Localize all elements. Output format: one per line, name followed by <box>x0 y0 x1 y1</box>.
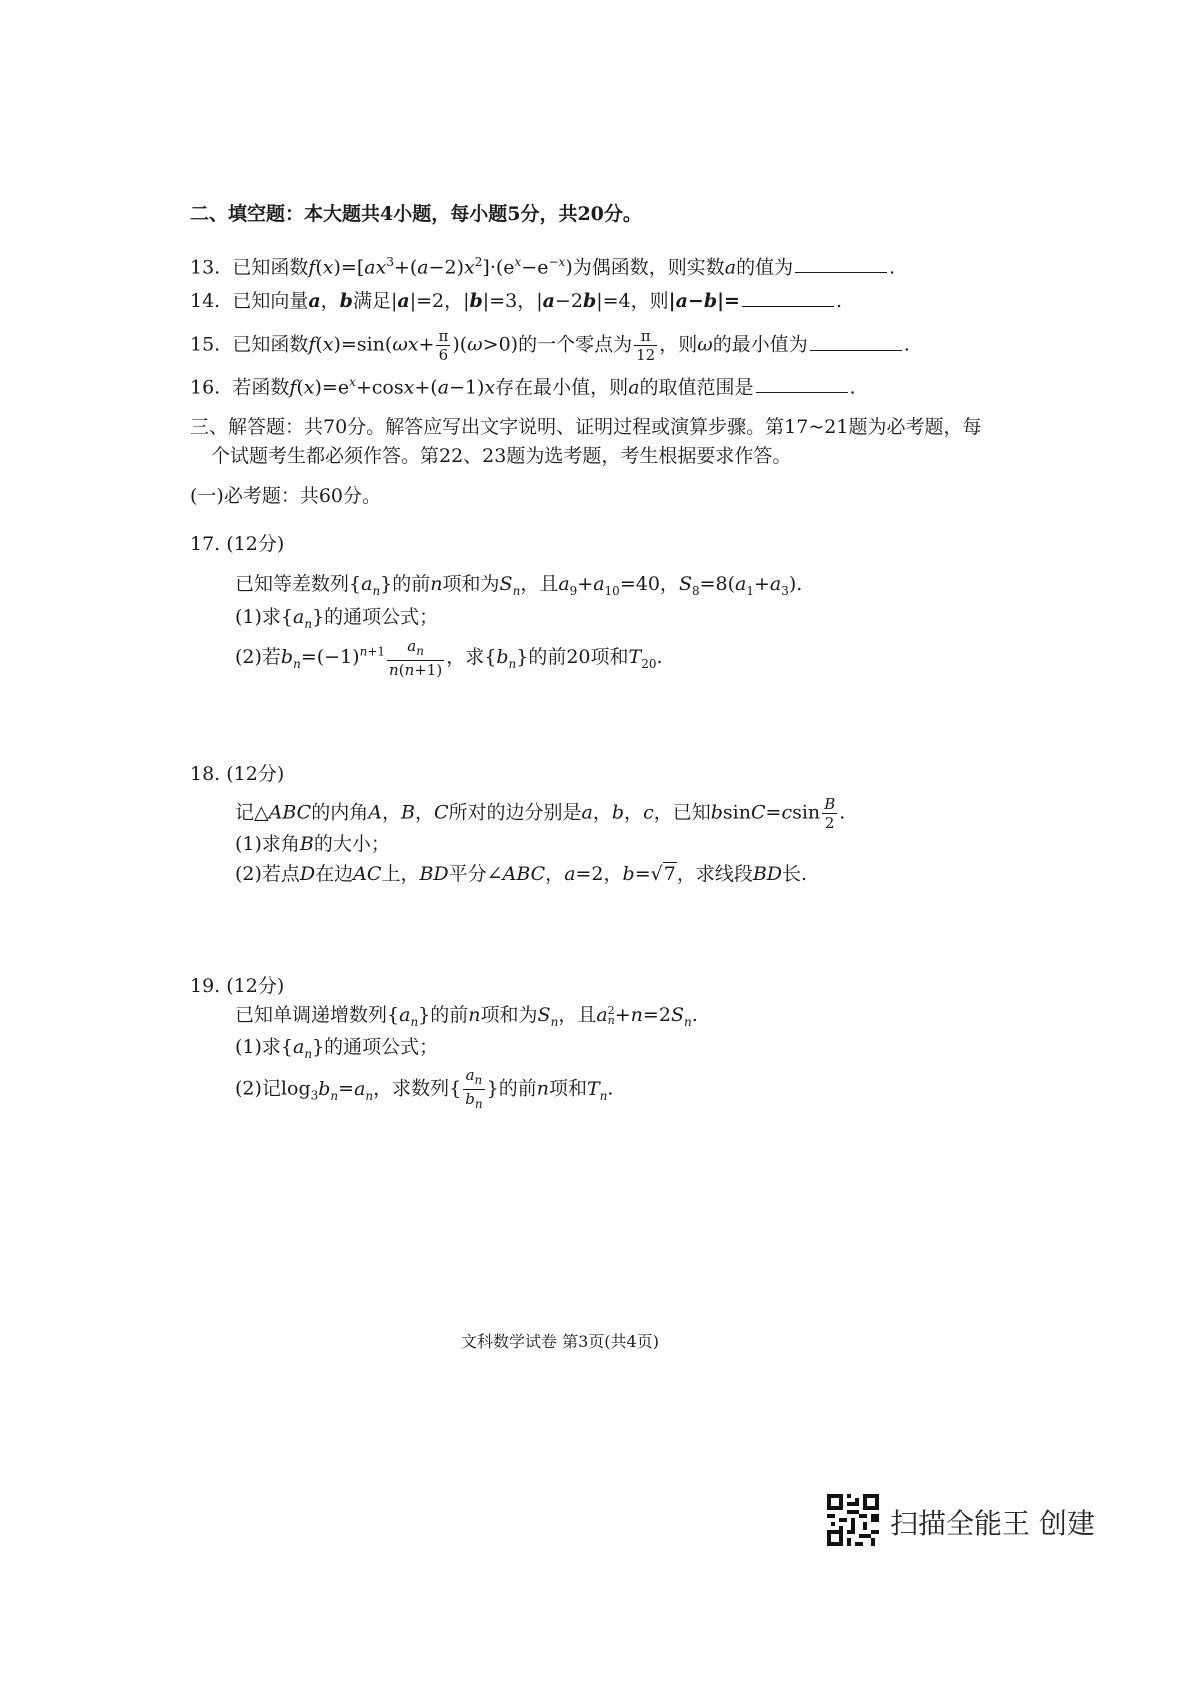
question-number: 16. <box>190 376 221 399</box>
question-number: 19. <box>190 975 221 997</box>
question-number: 17. <box>190 533 221 555</box>
question-19-part-2: (2)记$\log_3b_n=a_n$，求数列{ $\frac{a_n}{b_n}$ }的前n项和$T_n$. <box>235 1066 614 1111</box>
question-score: (12分) <box>226 763 285 785</box>
question-16: 16. 若函数$f(x)=e^x+\cos x+(a-1)x$存在最小值，则a的取值范围是 . <box>190 375 856 399</box>
fraction: $\frac{a_n}{n(n+1)}$ <box>389 637 443 679</box>
question-17-stem: 已知等差数列$\{a_n\}$的前n项和为$S_n$，且$a_9+a_{10}=40$，$S_8=8(a_1+a_3)$. <box>235 573 803 598</box>
question-19-part-1: (1)求$\{a_n\}$的通项公式； <box>235 1036 439 1061</box>
page-footer: 文科数学试卷 第3页(共4页) <box>461 1332 659 1351</box>
question-19-stem: 已知单调递增数列$\{a_n\}$的前n项和为$S_n$，且a 2 n $+n=2S_n$. <box>235 1004 698 1029</box>
question-17-part-1: (1)求$\{a_n\}$的通项公式； <box>235 606 439 631</box>
answer-blank <box>810 332 902 351</box>
question-number: 13. <box>190 256 221 279</box>
section-heading-fill-in: 二、填空题：本大题共4小题，每小题5分，共20分。 <box>190 203 642 225</box>
question-19-header <box>190 972 284 1000</box>
question-score: (12分) <box>226 533 285 555</box>
question-14: 14. 已知向量a，b满足|a|=2，|b|=3，|a−2b|=4，则|a−b|= . <box>190 290 843 312</box>
question-18-header <box>190 760 284 788</box>
question-17-header <box>190 530 284 558</box>
question-number: 14. <box>190 290 221 312</box>
answer-blank <box>742 288 834 307</box>
section-heading-answer: 三、解答题：共70分。解答应写出文字说明、证明过程或演算步骤。第17~21题为必考题，每 <box>190 416 982 438</box>
fraction: $\frac{\pi}{12}$ <box>636 327 656 364</box>
fraction: $\frac{B}{2}$ <box>824 795 836 832</box>
answer-blank <box>756 374 848 393</box>
question-18-part-1: (1)求角B的大小； <box>235 833 390 855</box>
question-18-part-2: (2)若点D在边AC上，BD平分∠ABC，a=2，b=√7，求线段BD长. <box>235 860 807 888</box>
watermark-text: 扫描全能王 创建 <box>890 1507 1095 1540</box>
part-heading-required: (一)必考题：共60分。 <box>190 485 382 507</box>
answer-blank <box>795 254 887 273</box>
question-17-part-2: (2)若$b_n=(-1)^{n+1}$ $\frac{a_n}{n(n+1)}$ ，求$\{b_n\}$的前20项和$T_{20}$. <box>235 637 663 679</box>
question-number: 18. <box>190 763 221 785</box>
question-18-stem: 记△ABC的内角A，B，C所对的边分别是a，b，c，已知bsinC=csin $\frac{B}{2}$ . <box>235 795 846 832</box>
section-instructions: 个试题考生都必须作答。第22、23题为选考题，考生根据要求作答。 <box>211 445 792 467</box>
qr-code-icon <box>827 1494 879 1546</box>
question-score: (12分) <box>226 975 285 997</box>
fraction: $\frac{a_n}{b_n}$ <box>465 1066 483 1111</box>
question-15: 15. 已知函数f(x)=sin(ωx+ $\frac{\pi}{6}$ )(ω>0)的一个零点为 $\frac{\pi}{12}$ ，则ω的最小值为 . <box>190 327 910 364</box>
question-13: 13. 已知函数$f(x)=[ax^3+(a-2)x^2]\cdot(e^x-e^{-x})$为偶函数，则实数a的值为 . <box>190 255 896 279</box>
question-number: 15. <box>190 333 221 356</box>
fraction: $\frac{\pi}{6}$ <box>438 327 449 364</box>
square-root: √7 <box>650 863 676 885</box>
